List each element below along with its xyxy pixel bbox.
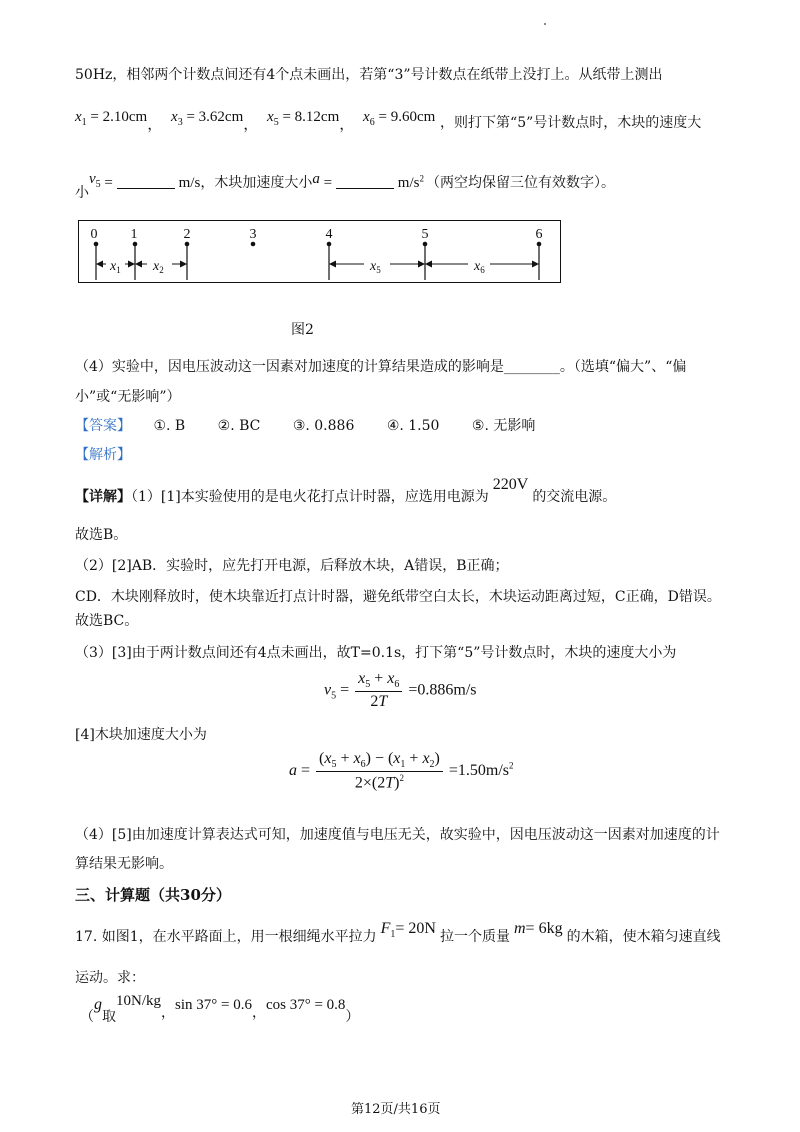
answer-item-2: ②. BC <box>217 418 261 434</box>
segment-label-x5: $x_5$ <box>370 259 381 275</box>
voltage-value: 220V <box>492 476 529 493</box>
g-value: 10N/kg <box>116 993 161 1009</box>
segment-label-x1: $x_1$ <box>110 259 121 275</box>
paper-tape-figure <box>78 220 562 284</box>
detail-p4: （3）[3]由于两计数点间还有4点未画出，故T=0.1s，打下第“5”号计数点时，木块的速度大小为 <box>75 645 677 661</box>
q4-line-2: 小”或“无影响”） <box>75 389 181 405</box>
analysis-label: 【解析】 <box>75 447 131 463</box>
x6-value: 9.60cm <box>390 109 436 125</box>
detail-p6-line-2: 算结果无影响。 <box>75 856 173 872</box>
x3-value: 3.62cm <box>198 109 244 125</box>
answer-label: 【答案】 <box>75 418 131 434</box>
acceleration-equation: a = $\frac{(x_5 + x_6) - (x_1 + x_2)}{2\times(2T)^2}$ $=1.50m/s^2$ <box>289 750 514 792</box>
point-label-6: 6 <box>535 227 543 242</box>
x5-value: 8.12cm <box>294 109 340 125</box>
point-label-2: 2 <box>183 227 191 242</box>
detail-p6-line-1: （4）[5]由加速度计算表达式可知，加速度值与电压无关，故实验中，因电压波动这一因素对加速度的计 <box>75 827 720 843</box>
measurements-tail: ，则打下第“5”号计数点时，木块的速度大 <box>440 115 702 131</box>
segment-label-x2: $x_2$ <box>153 259 164 275</box>
answer-item-1: ①. B <box>153 418 186 434</box>
point-label-3: 3 <box>249 227 257 242</box>
point-dot-3 <box>251 242 256 247</box>
detail-p3-conclusion: 故选BC。 <box>75 613 139 629</box>
answer-item-3: ③. 0.886 <box>292 418 355 434</box>
tape-outline <box>79 221 561 283</box>
page-number: 第12页/共16页 <box>351 1102 441 1117</box>
segment-label-x6: $x_6$ <box>474 259 485 275</box>
problem17-line-2: 运动。求： <box>75 970 145 986</box>
point-label-1: 1 <box>130 227 138 242</box>
v5-equation: $v_5$ = $\frac{x_5 + x_6}{2T}$ =0.886m/s <box>324 670 477 711</box>
detail-p3: CD．木块刚释放时，使木块靠近打点计时器，避免纸带空白太长，木块运动距离过短，C正确，D错误。 <box>75 589 721 605</box>
detail-p1: 【详解】（1）[1]本实验使用的是电火花打点计时器，应选用电源为220V的交流电源。 <box>75 476 617 505</box>
q4-line-1: （4）实验中，因电压波动这一因素对加速度的计算结果造成的影响是________。（选填“偏大”、“偏 <box>75 359 687 375</box>
answer-row <box>75 415 535 435</box>
v5-blank <box>117 174 175 189</box>
a-blank <box>336 174 394 189</box>
detail-p1-conclusion: 故选B。 <box>75 527 128 543</box>
x1-value: 2.10cm <box>102 109 148 125</box>
v5-result: =0.886m/s <box>408 681 477 699</box>
force-value: = 20N <box>395 920 436 937</box>
detail-p2: （2）[2]AB．实验时，应先打开电源，后释放木块，A错误，B正确； <box>75 558 509 574</box>
a-result: =1.50m/s <box>448 761 510 779</box>
point-label-5: 5 <box>421 227 429 242</box>
detail-label: 【详解】 <box>75 489 131 505</box>
problem17-given: （g取10N/kg，sin 37° = 0.6，cos 37° = 0.8） <box>80 993 360 1025</box>
scan-mark <box>544 23 546 25</box>
answer-item-5: ⑤. 无影响 <box>471 418 536 434</box>
sin-value: sin 37° = 0.6 <box>175 997 252 1013</box>
point-label-0: 0 <box>90 227 98 242</box>
problem16-intro: 50Hz，相邻两个计数点间还有4个点未画出，若第“3”号计数点在纸带上没打上。从纸带上测出 <box>75 67 663 83</box>
section-title: 三、计算题（共30分） <box>75 886 231 904</box>
problem16-question-line: 小$v_5 = m/s$，木块加速度大小$a = m/s^2$ （两空均保留三位有效数字）。 <box>75 171 615 201</box>
cos-value: cos 37° = 0.8 <box>265 997 346 1013</box>
point-label-4: 4 <box>325 227 333 242</box>
figure-caption: 图2 <box>291 322 314 338</box>
problem16-measurements: $x_1 = 2.10cm$， $x_3 = 3.62cm$， $x_5 = 8.12cm$， $x_6 = 9.60cm$ ，则打下第“5”号计数点时，木块的速度大 <box>75 109 702 133</box>
answer-item-4: ④. 1.50 <box>386 418 440 434</box>
problem17-line-1: 17. 如图1，在水平路面上，用一根细绳水平拉力 $F_1= 20N$ 拉一个质量 m= 6kg 的木箱，使木箱匀速直线 <box>75 920 721 945</box>
detail-p5: [4]木块加速度大小为 <box>75 727 207 743</box>
mass-value: = 6kg <box>525 920 563 937</box>
